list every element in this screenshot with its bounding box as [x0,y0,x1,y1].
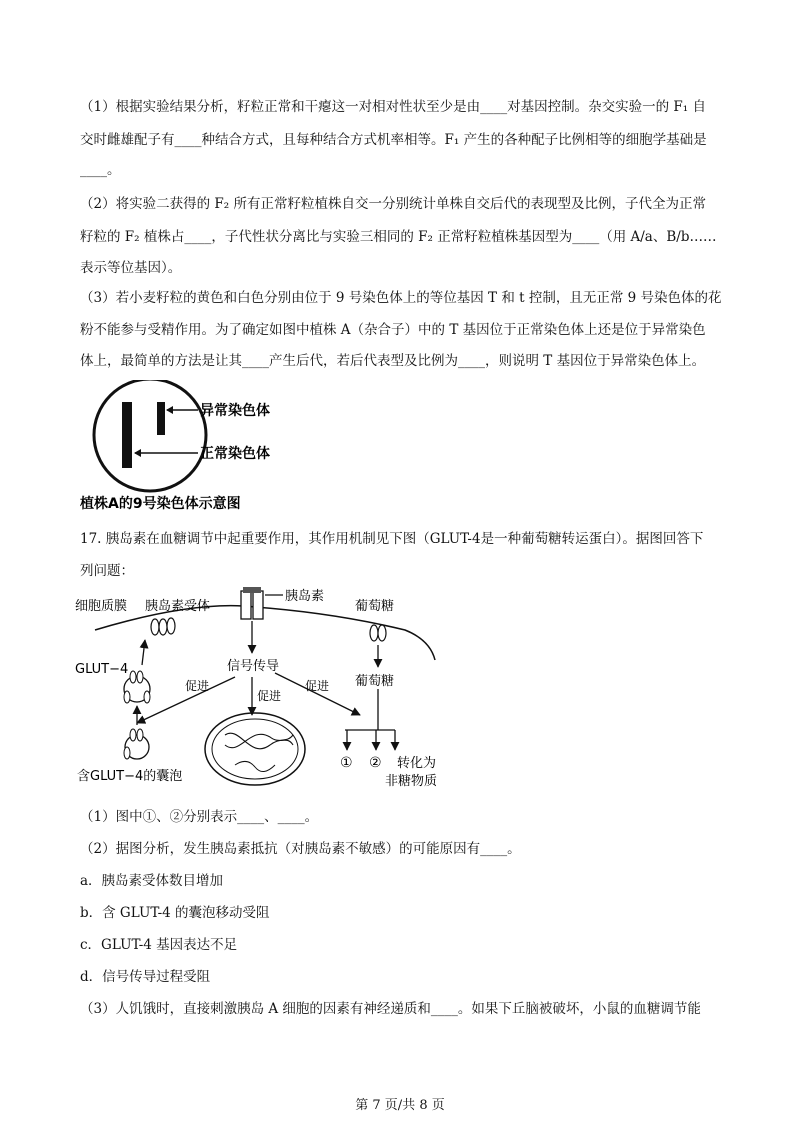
label-glut4: GLUT−4 [75,662,129,677]
q17-option-b [80,904,270,922]
label-normal: 正常染色体 [200,446,270,462]
label-vesicle: 含GLUT−4的囊泡 [77,769,183,784]
q16-part1-line1: （1）根据实验结果分析，籽粒正常和干瘪这一对相对性状至少是由____对基因控制。杂交实验一的 F₁ 自 [80,99,706,115]
q17-sub3 [80,1000,701,1018]
label-convert-2: 非糖物质 [385,774,438,789]
insulin-figure [75,585,475,800]
insulin-receptor [241,587,263,619]
q17-stem-cont [80,562,134,580]
label-circle-1: ① [340,755,353,771]
vesicle-bottom-icon [124,729,149,759]
arrowhead-normal [134,449,141,457]
q16-part3-line1: （3）若小麦籽粒的黄色和白色分别由位于 9 号染色体上的等位基因 T 和 t 控制，且无正常 9 号染色体的花 [80,290,722,306]
figure-caption: 植株A的9号染色体示意图 [80,496,241,512]
q16-part1-cont [80,131,707,149]
q17-sub2-text: （2）据图分析，发生胰岛素抵抗（对胰岛素不敏感）的可能原因有____。 [80,841,521,857]
label-circle-2: ② [369,755,382,771]
label-convert-1: 转化为 [397,756,437,771]
label-receptor: 胰岛素受体 [145,599,211,614]
q17-stem-line2: 列问题： [80,563,134,579]
q16-part2-line3: 表示等位基因）。 [80,260,182,276]
label-membrane: 细胞质膜 [75,599,128,614]
q17-sub1 [80,808,318,826]
q16-part1 [80,98,706,116]
q16-part2-line1: （2）将实验二获得的 F₂ 所有正常籽粒植株自交一分别统计单株自交后代的表现型及比例，子代全为正常 [80,196,706,212]
arrow-vesicle-up [142,640,145,665]
q17-option-d-text: d．信号传导过程受阻 [80,969,211,985]
glucose-transporter-icon [370,625,386,641]
q16-part1-cont2 [80,161,121,179]
nucleus-icon [205,713,305,785]
label-promote-3: 促进 [305,679,330,693]
q17-option-a [80,872,223,890]
q16-part3-cont [80,321,706,339]
arrowhead-abnormal [166,406,173,414]
q17-sub2 [80,840,521,858]
label-signal: 信号传导 [227,659,280,674]
label-promote-1: 促进 [185,679,210,693]
q16-part2-line2: 籽粒的 F₂ 植株占____，子代性状分离比与实验三相同的 F₂ 正常籽粒植株基因型为____（用 A/a、B/b…… [80,229,717,245]
q16-part3-line3: 体上，最简单的方法是让其____产生后代，若后代表型及比例为____，则说明 T 基因位于异常染色体上。 [80,353,706,369]
q17-sub3-text: （3）人饥饿时，直接刺激胰岛 A 细胞的因素有神经递质和____。如果下丘脑被破坏，小鼠的血糖调节能 [80,1001,701,1017]
label-glucose-inside: 葡萄糖 [355,674,395,689]
page-footer: 第 7 页/共 8 页 [355,1098,445,1113]
q17-option-c-text: c．GLUT-4 基因表达不足 [80,937,238,953]
abnormal-chromosome [157,402,165,435]
chromosome-figure [80,380,340,515]
q16-part3-line2: 粉不能参与受精作用。为了确定如图中植株 A（杂合子）中的 T 基因位于正常染色体上还是位于异常染色 [80,322,706,338]
label-glucose-top: 葡萄糖 [355,599,395,614]
q16-part2 [80,195,706,213]
q17-option-b-text: b．含 GLUT-4 的囊泡移动受阻 [80,905,270,921]
q16-part1-line2: 交时雌雄配子有____种结合方式，且每种结合方式机率相等。F₁ 产生的各种配子比例相等的细胞学基础是 [80,132,707,148]
q16-part3-cont2 [80,352,705,370]
q16-part2-cont [80,228,716,246]
cell-circle [94,380,206,491]
label-abnormal: 异常染色体 [200,403,270,419]
q17-option-c [80,936,237,954]
q17-option-a-text: a．胰岛素受体数目增加 [80,873,224,889]
q17-sub1-text: （1）图中①、②分别表示____、____。 [80,809,319,825]
q16-part3 [80,289,722,307]
q17-stem-line1: 17. 胰岛素在血糖调节中起重要作用，其作用机制见下图（GLUT-4是一种葡萄糖转运蛋白）。据图回答下 [80,531,704,547]
glut4-membrane-icon [151,618,175,635]
q17-stem [80,530,703,548]
label-insulin: 胰岛素 [285,589,325,604]
q17-option-d [80,968,210,986]
normal-chromosome [122,402,132,468]
label-promote-2: 促进 [257,689,282,703]
q16-part2-cont2 [80,259,181,277]
q16-part1-line3: ____。 [80,162,121,178]
